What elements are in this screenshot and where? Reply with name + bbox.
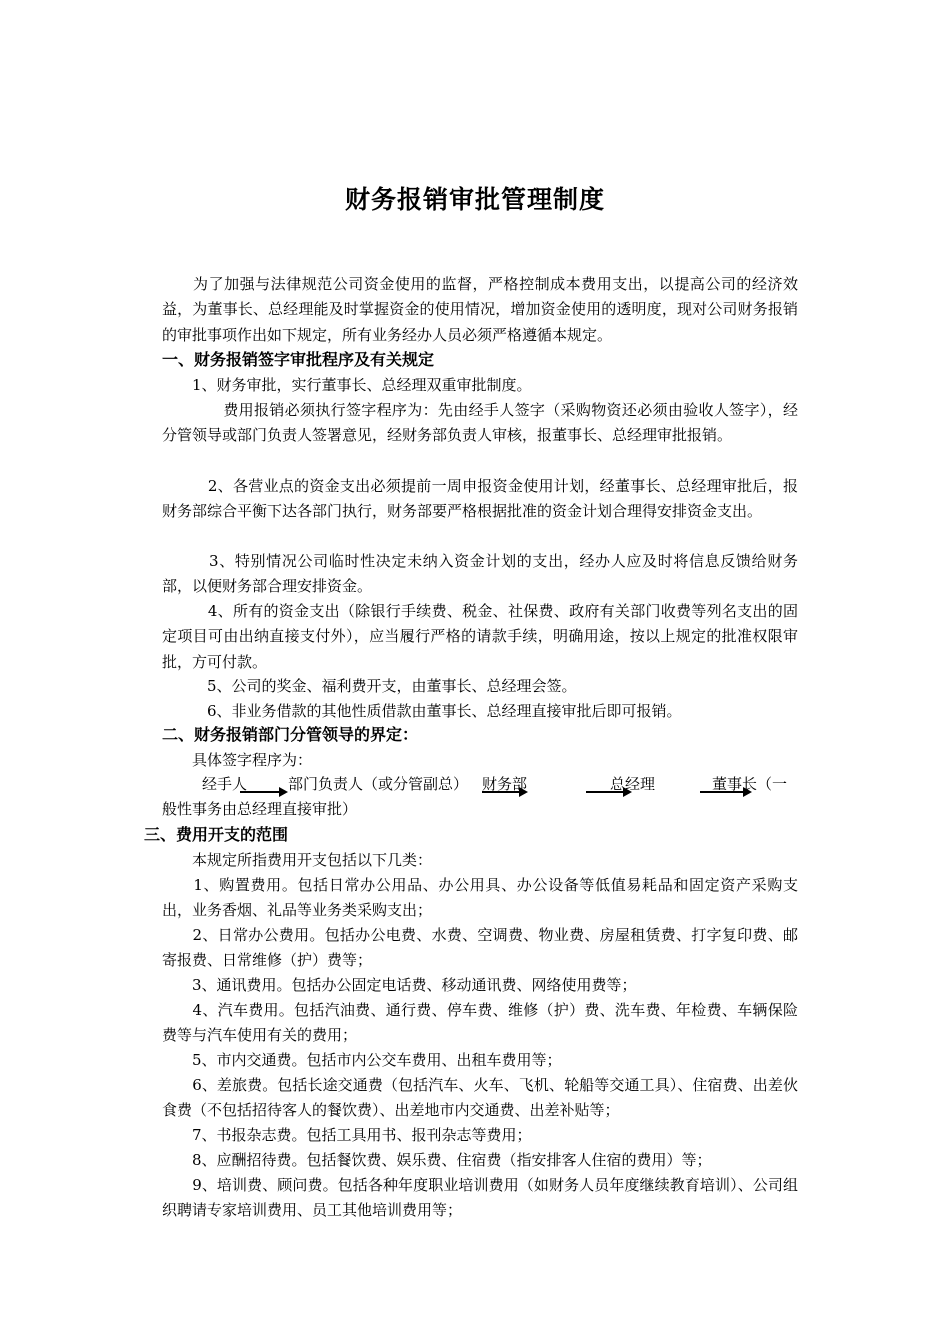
section3-item-6: 6、差旅费。包括长途交通费（包括汽车、火车、飞机、轮船等交通工具）、住宿费、出差伙食费（不包括招待客人的餐饮费）、出差地市内交通费、出差补贴等； — [162, 1076, 798, 1120]
intro-paragraph: 为了加强与法律规范公司资金使用的监督，严格控制成本费用支出，以提高公司的经济效益，为董事长、总经理能及时掌握资金的使用情况，增加资金使用的透明度，现对公司财务报销的审批事项作出如下规定，所有业务经办人员必须严格遵循本规定。 — [162, 275, 798, 344]
section1-item-1-detail: 费用报销必须执行签字程序为：先由经手人签字（采购物资还必须由验收人签字），经分管领导或部门负责人签署意见，经财务部负责人审核，报董事长、总经理审批报销。 — [162, 401, 798, 445]
section3-item-3: 3、通讯费用。包括办公固定电话费、移动通讯费、网络使用费等； — [162, 976, 637, 994]
section1-item-6: 6、非业务借款的其他性质借款由董事长、总经理直接审批后即可报销。 — [162, 702, 682, 720]
flow-node-dept-head: 部门负责人（或分管副总） — [288, 775, 469, 793]
section3-item-8: 8、应酬招待费。包括餐饮费、娱乐费、住宿费（指安排客人住宿的费用）等； — [162, 1151, 712, 1169]
flow-node-handler: 经手人 — [202, 775, 248, 793]
section2-heading: 二、财务报销部门分管领导的界定： — [162, 725, 419, 744]
section3-item-1: 1、购置费用。包括日常办公用品、办公用具、办公设备等低值易耗品和固定资产采购支出，业务香烟、礼品等业务类采购支出； — [162, 876, 798, 920]
flow-note: 般性事务由总经理直接审批） — [162, 800, 358, 818]
section3-item-7: 7、书报杂志费。包括工具用书、报刊杂志等费用； — [162, 1126, 532, 1144]
flow-node-chairman: 董事长（一 — [712, 775, 788, 793]
section1-heading: 一、财务报销签字审批程序及有关规定 — [162, 350, 435, 369]
section1-item-1: 1、财务审批，实行董事长、总经理双重审批制度。 — [162, 376, 532, 394]
document-title: 财务报销审批管理制度 — [344, 185, 605, 214]
section1-item-5: 5、公司的奖金、福利费开支，由董事长、总经理会签。 — [162, 677, 577, 695]
flow-node-general-manager: 总经理 — [610, 775, 656, 793]
section1-item-4: 4、所有的资金支出（除银行手续费、税金、社保费、政府有关部门收费等列名支出的固定项目可由出纳直接支付外），应当履行严格的请款手续，明确用途，按以上规定的批准权限审批，方可付款。 — [162, 602, 798, 671]
section1-item-3: 3、特别情况公司临时性决定未纳入资金计划的支出，经办人应及时将信息反馈给财务部，以便财务部合理安排资金。 — [162, 552, 798, 596]
section1-item-2: 2、各营业点的资金支出必须提前一周申报资金使用计划，经董事长、总经理审批后，报财务部综合平衡下达各部门执行，财务部要严格根据批准的资金计划合理得安排资金支出。 — [162, 477, 798, 521]
approval-flow — [162, 772, 802, 822]
section3-heading: 三、费用开支的范围 — [144, 825, 289, 844]
flow-arrow-1 — [240, 791, 286, 793]
section3-item-9: 9、培训费、顾问费。包括各种年度职业培训费用（如财务人员年度继续教育培训）、公司组织聘请专家培训费用、员工其他培训费用等； — [162, 1176, 798, 1220]
section2-intro: 具体签字程序为： — [162, 751, 313, 769]
section3-item-2: 2、日常办公费用。包括办公电费、水费、空调费、物业费、房屋租赁费、打字复印费、邮寄报费、日常维修（护）费等； — [162, 926, 798, 970]
section3-item-5: 5、市内交通费。包括市内公交车费用、出租车费用等； — [162, 1051, 562, 1069]
flow-node-finance: 财务部 — [482, 775, 528, 793]
section3-item-4: 4、汽车费用。包括汽油费、通行费、停车费、维修（护）费、洗车费、年检费、车辆保险费等与汽车使用有关的费用； — [162, 1001, 798, 1045]
section3-intro: 本规定所指费用开支包括以下几类： — [162, 851, 433, 869]
